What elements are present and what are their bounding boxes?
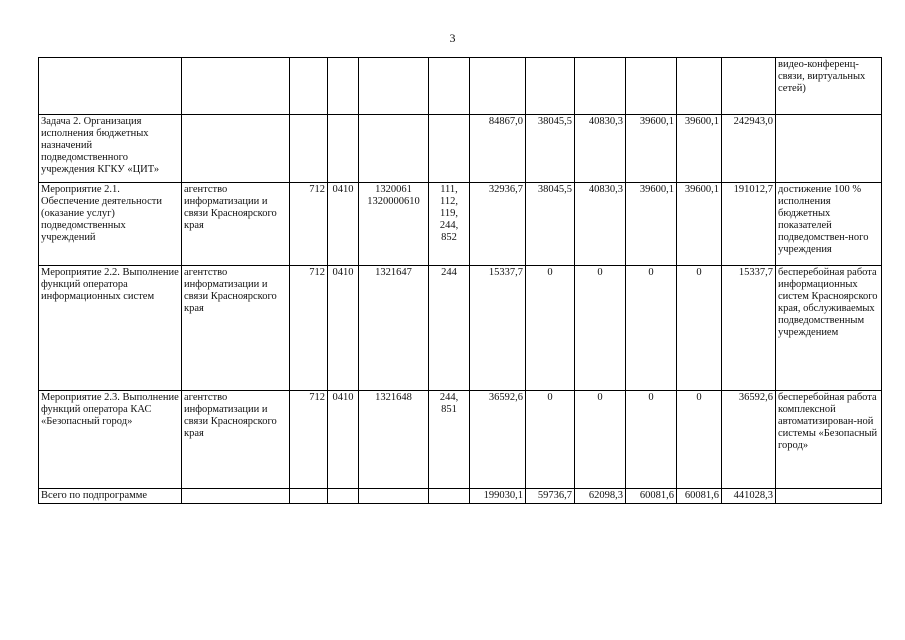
row-result: бесперебойная работа информационных систем Красноярского края, обслуживаемых подведомственным учреждением bbox=[776, 266, 882, 391]
row-value bbox=[722, 58, 776, 115]
row-agency bbox=[182, 58, 290, 115]
page-number: 3 bbox=[449, 31, 456, 45]
row-value: 0 bbox=[575, 266, 626, 391]
row-agency: агентство информатизации и связи Красноярского края bbox=[182, 266, 290, 391]
row-agency: агентство информатизации и связи Красноярского края bbox=[182, 391, 290, 489]
row-rzpr bbox=[328, 115, 359, 183]
row-grbs: 712 bbox=[290, 391, 328, 489]
row-vr bbox=[429, 391, 470, 489]
row-value: 59736,7 bbox=[526, 489, 575, 504]
row-name: Задача 2. Организация исполнения бюджетных назначений подведомственного учреждения КГКУ «ЦИТ» bbox=[39, 115, 182, 183]
row-name: Мероприятие 2.3. Выполнение функций оператора КАС «Безопасный город» bbox=[39, 391, 182, 489]
row-value: 39600,1 bbox=[626, 115, 677, 183]
table-row bbox=[39, 391, 882, 489]
row-value bbox=[677, 58, 722, 115]
row-value: 36592,6 bbox=[722, 391, 776, 489]
row-result bbox=[776, 489, 882, 504]
row-csr bbox=[359, 266, 429, 391]
row-rzpr: 0410 bbox=[328, 391, 359, 489]
row-value: 40830,3 bbox=[575, 183, 626, 266]
row-csr bbox=[359, 183, 429, 266]
row-grbs bbox=[290, 115, 328, 183]
row-csr bbox=[359, 115, 429, 183]
row-value: 60081,6 bbox=[626, 489, 677, 504]
row-value: 15337,7 bbox=[722, 266, 776, 391]
row-vr bbox=[429, 183, 470, 266]
row-value bbox=[526, 58, 575, 115]
row-value bbox=[470, 58, 526, 115]
row-vr-line: 244, bbox=[439, 392, 459, 403]
row-vr bbox=[429, 58, 470, 115]
table-row bbox=[39, 183, 882, 266]
row-grbs: 712 bbox=[290, 183, 328, 266]
row-result: бесперебойная работа комплексной автоматизирован-ной системы «Безопасный город» bbox=[776, 391, 882, 489]
row-vr-line: 244, bbox=[439, 220, 459, 231]
row-value: 36592,6 bbox=[470, 391, 526, 489]
row-rzpr: 0410 bbox=[328, 266, 359, 391]
row-result: видео-конференц-связи, виртуальных сетей) bbox=[776, 58, 882, 115]
row-value: 199030,1 bbox=[470, 489, 526, 504]
row-agency: агентство информатизации и связи Красноярского края bbox=[182, 183, 290, 266]
table-row bbox=[39, 489, 882, 504]
row-value: 60081,6 bbox=[677, 489, 722, 504]
row-grbs bbox=[290, 58, 328, 115]
row-value: 39600,1 bbox=[626, 183, 677, 266]
row-result bbox=[776, 115, 882, 183]
row-vr-line: 111, bbox=[440, 184, 458, 195]
table-row bbox=[39, 115, 882, 183]
table-row bbox=[39, 58, 882, 115]
table-row bbox=[39, 266, 882, 391]
row-name: Всего по подпрограмме bbox=[39, 489, 182, 504]
row-value bbox=[626, 58, 677, 115]
row-vr bbox=[429, 266, 470, 391]
row-result: достижение 100 % исполнения бюджетных показателей подведомствен-ного учреждения bbox=[776, 183, 882, 266]
row-value: 191012,7 bbox=[722, 183, 776, 266]
row-value: 0 bbox=[526, 266, 575, 391]
row-value: 62098,3 bbox=[575, 489, 626, 504]
row-value: 39600,1 bbox=[677, 115, 722, 183]
row-vr-line: 119, bbox=[440, 208, 458, 219]
row-csr-line: 1320061 bbox=[375, 184, 412, 195]
row-value: 0 bbox=[677, 391, 722, 489]
row-csr bbox=[359, 391, 429, 489]
row-csr-line: 1321648 bbox=[375, 392, 412, 403]
row-vr bbox=[429, 489, 470, 504]
row-value: 0 bbox=[677, 266, 722, 391]
row-csr bbox=[359, 489, 429, 504]
row-value: 38045,5 bbox=[526, 115, 575, 183]
row-value: 32936,7 bbox=[470, 183, 526, 266]
row-grbs bbox=[290, 489, 328, 504]
row-value: 0 bbox=[626, 266, 677, 391]
row-name: Мероприятие 2.1. Обеспечение деятельности (оказание услуг) подведомственных учреждений bbox=[39, 183, 182, 266]
row-rzpr: 0410 bbox=[328, 183, 359, 266]
row-name bbox=[39, 58, 182, 115]
row-vr-line: 851 bbox=[441, 404, 457, 415]
row-csr-line: 1321647 bbox=[375, 267, 412, 278]
row-value: 242943,0 bbox=[722, 115, 776, 183]
row-agency bbox=[182, 489, 290, 504]
row-value: 0 bbox=[626, 391, 677, 489]
row-csr bbox=[359, 58, 429, 115]
row-value: 84867,0 bbox=[470, 115, 526, 183]
row-value: 0 bbox=[575, 391, 626, 489]
row-csr-line: 1320000610 bbox=[367, 196, 420, 207]
row-grbs: 712 bbox=[290, 266, 328, 391]
row-vr-line: 112, bbox=[440, 196, 458, 207]
row-rzpr bbox=[328, 58, 359, 115]
row-value: 38045,5 bbox=[526, 183, 575, 266]
row-value: 40830,3 bbox=[575, 115, 626, 183]
row-vr-line: 244 bbox=[441, 267, 457, 278]
row-value bbox=[575, 58, 626, 115]
row-value: 15337,7 bbox=[470, 266, 526, 391]
program-table bbox=[38, 57, 882, 504]
row-value: 0 bbox=[526, 391, 575, 489]
row-agency bbox=[182, 115, 290, 183]
row-name: Мероприятие 2.2. Выполнение функций оператора информационных систем bbox=[39, 266, 182, 391]
row-vr-line: 852 bbox=[441, 232, 457, 243]
row-vr bbox=[429, 115, 470, 183]
row-rzpr bbox=[328, 489, 359, 504]
row-value: 441028,3 bbox=[722, 489, 776, 504]
row-value: 39600,1 bbox=[677, 183, 722, 266]
